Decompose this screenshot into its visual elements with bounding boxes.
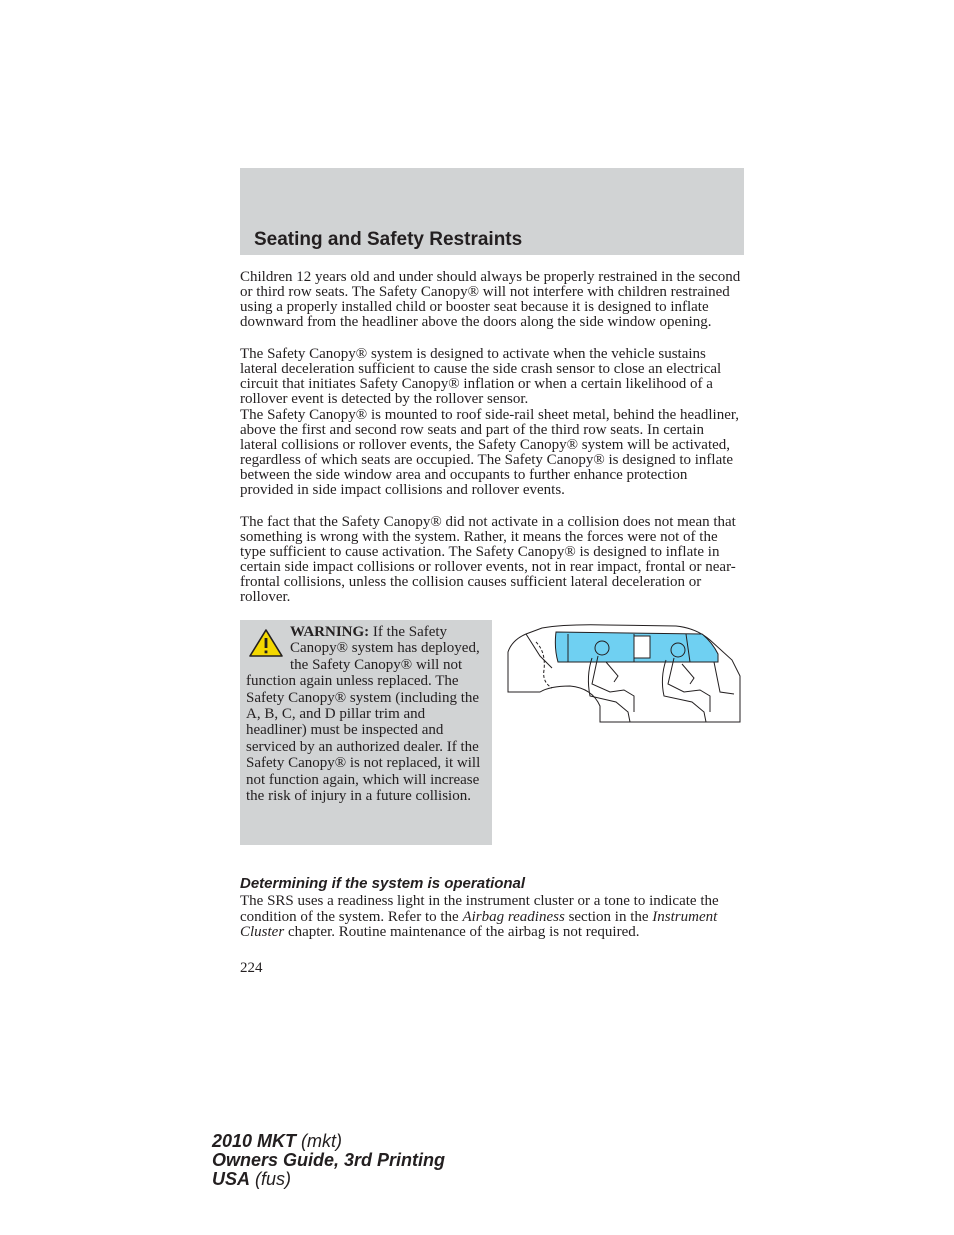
warning-label: WARNING: xyxy=(290,624,370,640)
safety-canopy-vehicle-illustration xyxy=(506,622,742,724)
footer-line-1: 2010 MKT (mkt) xyxy=(212,1131,343,1151)
section-title: Seating and Safety Restraints xyxy=(254,229,523,250)
warning-triangle-icon xyxy=(248,628,284,658)
instrument-cluster-ref: Instrument Cluster xyxy=(240,908,718,941)
page-number: 224 xyxy=(240,960,263,976)
body-paragraph-1: Children 12 years old and under should always be properly restrained in the second or third row seats. The Safety Canopy® will not interfere with children restrained using a properly installed child or booster seat because it is designed to inflate downward from the headliner above the doors along the side window opening. xyxy=(240,269,741,331)
warning-body: If the Safety Canopy® system has deployed, the Safety Canopy® will not function again unless replaced. The Safety Canopy® system (including the A, B, C, and D pillar trim and headliner) must be inspected and serviced by an authorized dealer. If the Safety Canopy® is not replaced, it will not function again, which will increase the risk of injury in a future collision. xyxy=(246,624,481,805)
airbag-readiness-ref: Airbag readiness xyxy=(462,908,565,925)
body-paragraph-3: The Safety Canopy® is mounted to roof side-rail sheet metal, behind the headliner, above the first and second row seats and part of the third row seats. In certain lateral collisions or rollover events, the Safety Canopy® system will be activated, regardless of which seats are occupied. The Safety Canopy® is designed to inflate between the side window area and occupants to further enhance protection provided in side impact collisions and rollover events. xyxy=(240,407,739,499)
body-paragraph-4: The fact that the Safety Canopy® did not activate in a collision does not mean that something is wrong with the system. Rather, it means the forces were not of the type sufficient to cause activation. The Safety Canopy® is designed to inflate in certain side impact collisions or rollover events, not in rear impact, frontal or near-frontal collisions, unless the collision causes sufficient lateral deceleration or rollover. xyxy=(240,514,736,606)
footer xyxy=(212,1132,445,1189)
section-subheading: Determining if the system is operational xyxy=(240,875,526,892)
warning-box xyxy=(240,620,492,845)
section-header-band xyxy=(240,168,744,255)
body-paragraph-5: The SRS uses a readiness light in the instrument cluster or a tone to indicate the condition of the system. Refer to the Airbag readiness section in the Instrument Cluster chapter. Routine maintenance of the airbag is not required. xyxy=(240,893,719,941)
footer-line-3: USA (fus) xyxy=(212,1169,292,1189)
footer-line-2: Owners Guide, 3rd Printing xyxy=(212,1150,446,1170)
body-paragraph-2: The Safety Canopy® system is designed to activate when the vehicle sustains lateral deceleration sufficient to cause the side crash sensor to close an electrical circuit that initiates Safety Canopy® inflation or when a certain likelihood of a rollover event is detected by the rollover sensor. xyxy=(240,346,722,408)
